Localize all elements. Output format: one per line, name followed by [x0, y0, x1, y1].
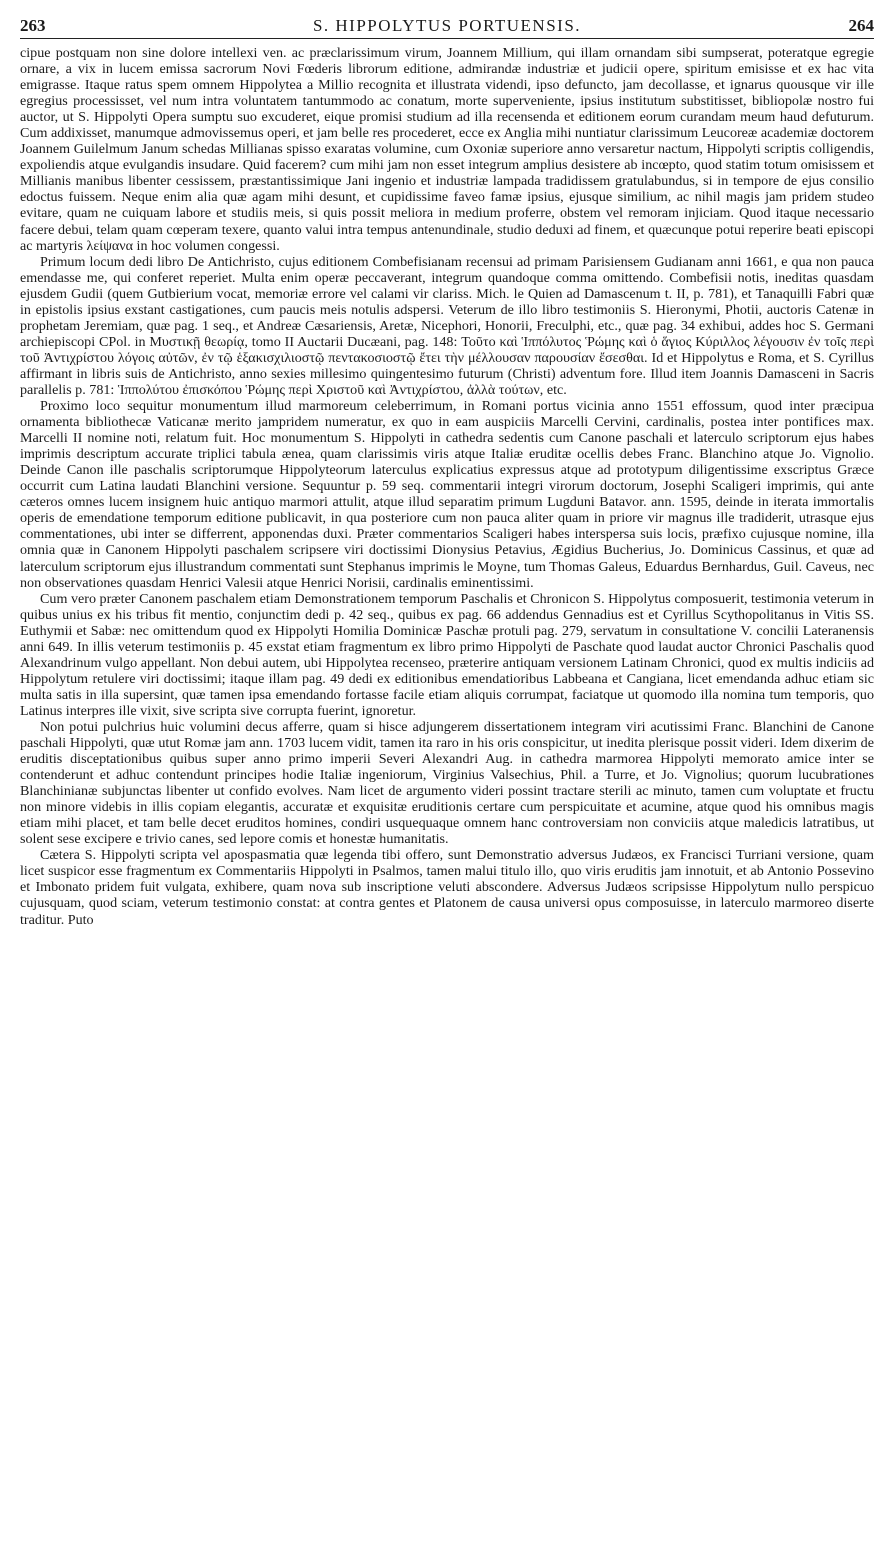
page-number-right: 264 [848, 16, 874, 35]
page-number-left: 263 [20, 16, 46, 35]
body-text [20, 45, 874, 928]
paragraph-4: Cum vero præter Canonem paschalem etiam Demonstrationem temporum Paschalis et Chronicon S. Hippolytus composuerit, testimonia veterum in quibus unius ex his tribus fit mentio, conjunctim dedi p. 42 seq., quibus ex pag. 66 addendus Gennadius est et Cyrillus Scythopolitanus in Vitis SS. Euthymii et Sabæ: nec omittendum quod ex Hippolyti Homilia Dominicæ Paschæ protuli pag. 279, servatum in consultatione V. concilii Lateranensis anni 649. In illis veterum testimoniis p. 45 exstat etiam fragmentum ex libro primo Hippolyti de Paschate quod laudat auctor Chronici Paschalis quod Alexandrinum vulgo appellant. Non debui autem, ubi Hippolytea recenseo, præterire antiquam versionem Latinam Chronici, quod ex multis indiciis ad Hippolytum retulere viri doctissimi; itaque illam pag. 49 dedi ex editionibus emendatioribus Labbeana et Cangiana, licet emendanda adhuc etiam sic multa satis in illa supersint, quæ tamen ipsa emendando fortasse facile etiam aliquis corrumpat, faciatque ut quomodo illa nomina tum temporis, quo Latinus interpres ille vixit, sive scripta sive corrupta fuerint, ignoretur. [20, 590, 874, 719]
book-page [20, 14, 874, 928]
paragraph-2: Primum locum dedi libro De Antichristo, cujus editionem Combefisianam recensui ad primam Parisiensem Gudianam anni 1661, e qua non pauca emendasse me, qui conferet reperiet. Multa enim operæ peccaverant, integrum quandoque comma omittendo. Combefisii notis, ineditas quasdam ejusdem Gudii (quem Gutbierium vocat, memoriæ errore vel calami vir clariss. Mich. le Quien ad Damascenum t. II, p. 781), et Tanaquilli Fabri quæ in epistolis ipsius exstant castigationes, cum paucis meis notulis adspersi. Veterum de illo libro testimoniis S. Hieronymi, Photii, auctoris Catenæ in prophetam Jeremiam, quæ pag. 1 seq., et Andreæ Cæsariensis, Aretæ, Nicephori, Honorii, Freculphi, etc., quæ pag. 34 exhibui, addes hoc S. Germani archiepiscopi CPol. in Μυστικῇ θεωρίᾳ, tomo II Auctarii Ducæani, pag. 148: Τοῦτο καὶ Ἱππόλυτος Ῥώμης καὶ ὁ ἅγιος Κύριλλος λέγουσιν ἐν τοῖς περὶ τοῦ Ἀντιχρίστου λόγοις αὐτῶν, ἐν τῷ ἑξακισχιλιοστῷ πεντακοσιοστῷ ἔτει τὴν μέλλουσαν παρουσίαν ἔσεσθαι. Id et Hippolytus e Roma, et S. Cyrillus affirmant in libris suis de Antichristo, anno sexies millesimo quingentesimo futurum (Christi) adventum fore. Illud item Joannis Damasceni in Sacris parallelis p. 781: Ἱππολύτου ἐπισκόπου Ῥώμης περὶ Χριστοῦ καὶ Ἀντιχρίστου, ἀλλὰ τούτων, etc. [20, 253, 874, 398]
paragraph-6: Cætera S. Hippolyti scripta vel apospasmatia quæ legenda tibi offero, sunt Demonstratio adversus Judæos, ex Francisci Turriani versione, quam licet suspicor esse fragmentum ex Commentariis Hippolyti in Psalmos, tamen malui titulo illo, quo viris eruditis jam innotuit, et ab Antonio Possevino et Imbonato pridem fuit vulgata, exhibere, quam nova sub inscriptione veluti abscondere. Adversus Judæos scripsisse Hippolytum nullo perspicuo cujusquam, quod sciam, veterum testimonio constat: at contra gentes et Platonem de causa universi opus composuisse, in laterculo marmoreo diserte traditur. Puto [20, 847, 874, 928]
paragraph-3: Proximo loco sequitur monumentum illud marmoreum celeberrimum, in Romani portus vicinia anno 1551 effossum, quod inter præcipua ornamenta bibliothecæ Vaticanæ merito jampridem numeratur, ex quo in eam auspiciis Marcelli Cervini, cardinalis, postea inter pontifices max. Marcelli II nomine noti, relatum fuit. Hoc monumentum S. Hippolyti in cathedra sedentis cum Canone paschali et laterculo scriptorum ejus habes imprimis descriptum accurate triplici tabula ænea, quam clarissimis viris atque Italiæ eruditæ ocellis debes Franc. Blanchino atque Jo. Vignolio. Deinde Canon ille paschalis scriptorumque Hippolyteorum laterculus explicatius expressus atque ad prototypum diligentissime exscriptus Græce occurrit cum Latina laudati Blanchini versione. Sequuntur p. 59 seq. commentarii integri virorum doctorum, Josephi Scaligeri imprimis, qui ante cæteros omnes lucem insignem huic antiquo marmori attulit, atque illud separatim primum Lugduni Batavor. ann. 1595, deinde in iterata immortalis operis de emendatione temporum editione publicavit, in qua posteriore cum non pauca aliter quam in priore vir magnus ille tradiderit, utrasque ejus commentationes, ubi inter se differrent, apponendas duxi. Præter commentarios Scaligeri habes interspersa suis locis, præfixo cujusque nomine, illa omnia quæ in Canonem Hippolyti paschalem scripsere viri doctissimi Dionysius Petavius, Ægidius Bucherius, Jo. Dominicus Cassinus, et quæ ad laterculum scriptorum ejus illustrandum commentati sunt Stephanus imprimis le Moyne, tum Thomas Galeus, Eduardus Bernhardus, Guil. Caveus, nec non observationes quasdam Henrici Valesii atque Henrici Norisii, cardinalis eminentissimi. [20, 398, 874, 591]
running-title: S. HIPPOLYTUS PORTUENSIS. [312, 16, 582, 35]
paragraph-5: Non potui pulchrius huic volumini decus afferre, quam si hisce adjungerem dissertationem integram viri acutissimi Franc. Blanchini de Canone paschali Hippolyti, quæ utut Romæ jam ann. 1703 lucem vidit, tamen ita raro in his oris conspicitur, ut inedita plerisque possit videri. Idem dixerim de eruditis disceptationibus quibus super anno primo imperii Severi Alexandri Aug. in cathedra marmorea Hippolyti memorato amice inter se contenderunt et adhuc contendunt principes hodie Italiæ ingeniorum, Virginius Valsechius, Phil. a Turre, et Jo. Vignolius; quorum lucubrationes Blanchinianæ subjunctas libenter ut confido evolves. Nam licet de argumento videri possint tractare sterili ac minuto, tamen cum voluptate et fructu non minore videbis in illis copiam elegantis, accuratæ et exquisitæ eruditionis certare cum perspicuitate et acumine, atque quod his omnibus magis etiam mihi placet, et tam belle decet eruditos homines, condiri usquequaque omnem hanc controversiam non conviciis atque maledicis latratibus, ut solent sese excipere e trivio canes, sed lepore comis et honestæ humanitatis. [20, 718, 874, 848]
running-header [20, 14, 874, 39]
paragraph-1: cipue postquam non sine dolore intellexi ven. ac præclarissimum virum, Joannem Millium, qui illam ornandam sibi sumpserat, poteratque egregie ornare, a vix in lucem emissa sacrorum Novi Fœderis librorum editione, admirandæ industriæ et judicii opere, spiritum emisisse et ex hac vita emigrasse. Itaque ratus spem omnem Hippolyteа a Millio recognita et illustrata videndi, ipso defuncto, jam decollasse, et ignarus quousque vir ille egregius processisset, vel num intra voluntatem tantummodo ac conatum, morte superveniente, ipsius institutum substitisset, bibliopolæ nostro fui auctor, ut S. Hippolyti Opera sumptu suo excuderet, eique promisi studium ad illa recensenda et editionem eorum curandam meum haud defuturum. Cum addixisset, manumque admovissemus operi, et jam belle res procederet, ecce ex Anglia mihi nuntiatur clarissimum Leucoreæ academiæ doctorem Joannem Guilelmum Janum schedas Millianas spisso exaratas volumine, cum Oxoniæ superiore anno versaretur nactum, Hippolyti scriptis colligendis, expoliendis atque evulgandis insudare. Quid facerem? cum mihi jam non esset integrum amplius desistere ab incœpto, quod statim totum omisissem et Millianis manibus libenter cessissem, præstantissimique Jani ingenio et industriæ lampada tradidissem gratulabundus, si in tempore de ejus consilio edoctus fuissem. Neque enim alia quæ agam mihi desunt, et cupidissime faveo famæ ipsius, ejusque similium, ac nihil magis jam pridem studeo evitare, quam ne cuiquam labore et studiis meis, si quis possit meliora in medium proferre, obstem vel remoram injiciam. Quod itaque necessario facere debui, telam quam cœperam texere, quanto valui intra tempus antenundinale, studio deduxi ad finem, et quæcunque potui reperire beati episcopi ac martyris λείψανα in hoc volumen congessi. [20, 45, 874, 254]
